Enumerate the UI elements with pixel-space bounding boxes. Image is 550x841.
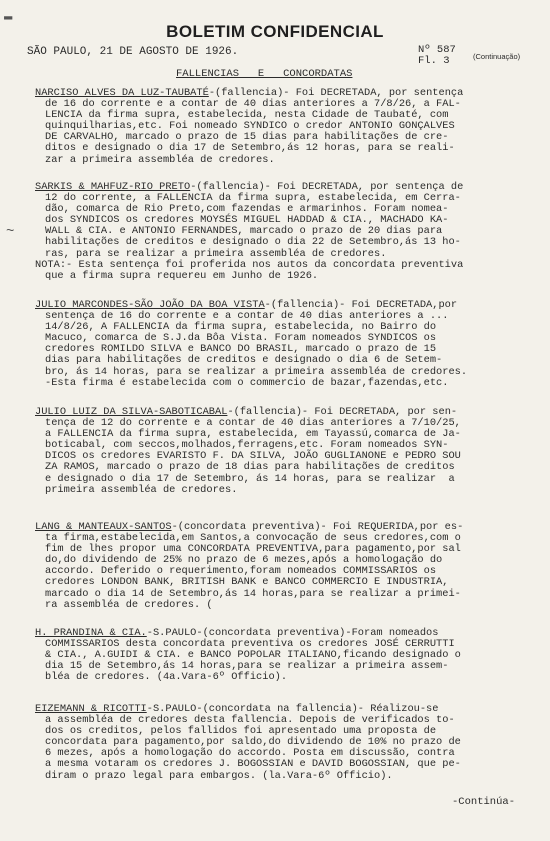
entry-line: dão, comarca de Rio Preto,com fazendas e armarinhos. Foram nomea- [45,203,449,216]
entry-line: ta firma,estabelecida,em Santos,a convocação de seus credores,com o [45,532,461,545]
entry-heading: SARKIS & MAHFUZ-RIO PRETO [35,181,191,193]
entry-heading: NARCISO ALVES DA LUZ-TAUBATÉ [35,87,209,99]
entry-line: marcado o dia 14 de Setembro,ás 14 horas,para se realizar a primei- [45,587,461,600]
margin-mark: ▬ [4,9,13,25]
section-title: FALLENCIAS E CONCORDATAS [176,68,353,80]
entry-line: ras, para se realizar a primeira assembléa de credores. [45,247,387,260]
margin-mark: ~ [6,224,15,240]
entry-heading: LANG & MANTEAUX-SANTOS [35,521,172,533]
entry-line: -(concordata preventiva)- Foi REQUERIDA,por es- [171,521,464,533]
entry-line: credores LONDON BANK, BRITISH BANK e BANCO COMMERCIO E INDUSTRIA, [45,576,449,589]
entry [35,628,540,683]
entry-line: ditos e designado o dia 17 de Setembro,ás 12 horas, para se reali- [45,142,455,155]
entry-line: fim de lhes propor uma CONCORDATA PREVENTIVA,para pagamento,por sal [45,543,461,556]
entry-line: -S.PAULO-(concordata preventiva)-Foram nomeados [146,627,439,639]
entry-line: -(fallencia)- Foi DECRETADA, por sentença [208,87,464,99]
entry-line: WALL & CIA. e ANTONIO FERNANDES, marcado o prazo de 20 dias para [45,225,443,238]
continuation-label: (Continuação) [473,52,521,61]
entry-line: a FALLENCIA da firma supra, estabelecida, em Tayassú,comarca de Ja- [45,428,461,441]
entry [35,300,540,389]
entry [35,407,540,496]
entry-line: ra assembléa de credores. ( [45,598,213,611]
entry-line: -(fallencia)- Foi DECRETADA,por [264,299,458,311]
entry-line: do,do dividendo de 25% no prazo de 6 mezes,após a homologação do [45,554,443,567]
bulletin-number [418,45,456,67]
entry-line: LENCIA da firma supra, estabelecida, nesta Cidade de Taubaté, com [45,109,449,122]
entry-line: sentença de 16 do corrente e a contar de 40 dias anteriores a ... [45,310,449,323]
entry-line: dia 15 de Setembro,ás 14 horas,para se realizar a primeira assem- [45,660,449,673]
entry-heading: JULIO LUIZ DA SILVA-SABOTICABAL [35,406,228,418]
entry-line: que a firma supra requereu em Junho de 1926. [45,269,319,282]
entry-line: bléa de credores. (4a.Vara-6º Officio). [45,671,288,684]
entry-line: boticabal, com seccos,molhados,ferragens,etc. Foram nomeados SYN- [45,439,449,452]
entry-line: bro, ás 14 horas, para se realizar a primeira assembléa de credores. [45,365,468,378]
entry-line: COMMISSARIOS desta concordata preventiva os credores JOSÉ CERRUTTI [45,638,455,651]
entry-line: dias para habilitações de creditos e designado o dia 6 de Setem- [45,354,443,367]
entry-line: zar a primeira assembléa de credores. [45,153,275,166]
entry-line: -(fallencia)- Foi DECRETADA, por sen- [227,406,458,418]
entry-line: Macuco, comarca de S.J.da Bôa Vista. Foram nomeados SYNDICOS os [45,332,437,345]
entry [35,182,540,282]
entry-line: quinquilharias,etc. Foi nomeado SYNDICO o credor ANTONIO GONÇALVES [45,120,455,133]
entry-line: dos os creditos, pelos fallidos foi apresentado uma proposta de [45,725,437,738]
entry-line: tença de 12 do corrente e a contar de 40 dias anteriores a 7/10/25, [45,417,461,430]
entry-line: dos SYNDICOS os credores MOYSÉS MIGUEL HADDAD & CIA., MACHADO KA- [45,214,449,227]
entry-line: diram o prazo legal para embargos. (la.Vara-6º Officio). [45,769,393,782]
continues-label: -Continúa- [452,796,516,808]
entry-line: de 16 do corrente e a contar de 40 dias anteriores a 7/8/26, a FAL- [45,98,461,111]
issue-number: Nº 587 [418,44,456,56]
entry-line: a mesma votaram os credores J. BOGOSSIAN e DAVID BOGOSSIAN, que pe- [45,758,461,771]
entry-heading: JULIO MARCONDES-SÃO JOÃO DA BOA VISTA [35,299,265,311]
entry-line: concordata para pagamento,por saldo,do dividendo de 10% no prazo de [45,736,461,749]
entry-line: 14/8/26, A FALLENCIA da firma supra, estabelecida, no Bairro do [45,321,437,334]
entry-note: NOTA:- Esta sentença foi proferida nos autos da concordata preventiva [35,258,464,271]
entry-line: credores ROMILDO SILVA e BANCO DO BRASIL, marcado o prazo de 15 [45,343,437,356]
entry-line: -Esta firma é estabelecida com o commercio de bazar,fazendas,etc. [45,376,449,389]
entry-heading: H. PRANDINA & CIA. [35,627,147,639]
entry-line: accordo. Deferido o requerimento,foram nomeados COMMISSARIOS os [45,565,437,578]
entry-line: habilitações de creditos e designado o dia 22 de Setembro,ás 13 ho- [45,236,461,249]
entry-line: e designado o dia 17 de Setembro, ás 14 horas, para se realizar a [45,472,455,485]
entry-line: 12 do corrente, a FALLENCIA da firma supra, estabelecida, em Cerra- [45,192,461,205]
entry-heading: EIZEMANN & RICOTTI [35,703,147,715]
entry-line: -S.PAULO-(concordata na fallencia)- Réalizou-se [146,703,439,715]
entry-line: & CIA., A.GUIDI & CIA. e BANCO POPOLAR ITALIANO,ficando designado o [45,649,461,662]
entry-line: a assembléa de credores desta fallencia. Depois de verificados to- [45,714,455,727]
entry-line: ZA RAMOS, marcado o prazo de 18 dias para habilitações de creditos [45,461,455,474]
entry-line: DE CARVALHO, marcado o prazo de 15 dias para habilitações de cre- [45,131,449,144]
entry-line: 6 mezes, após a homologação do accordo. Posta em discussão, contra [45,747,455,760]
entry-line: primeira assembléa de credores. [45,483,238,496]
bulletin-title: BOLETIM CONFIDENCIAL [166,22,384,41]
dateline: SÃO PAULO, 21 DE AGOSTO DE 1926. [27,46,239,58]
entry [35,704,540,782]
entry-line: DICOS os credores EVARISTO F. DA SILVA, JOÃO GUGLIANONE e PEDRO SOU [45,450,461,463]
entry [35,522,540,611]
entry [35,88,540,166]
entry-line: -(fallencia)- Foi DECRETADA, por sentença de [190,181,464,193]
folio: Fl. 3 [418,55,450,67]
